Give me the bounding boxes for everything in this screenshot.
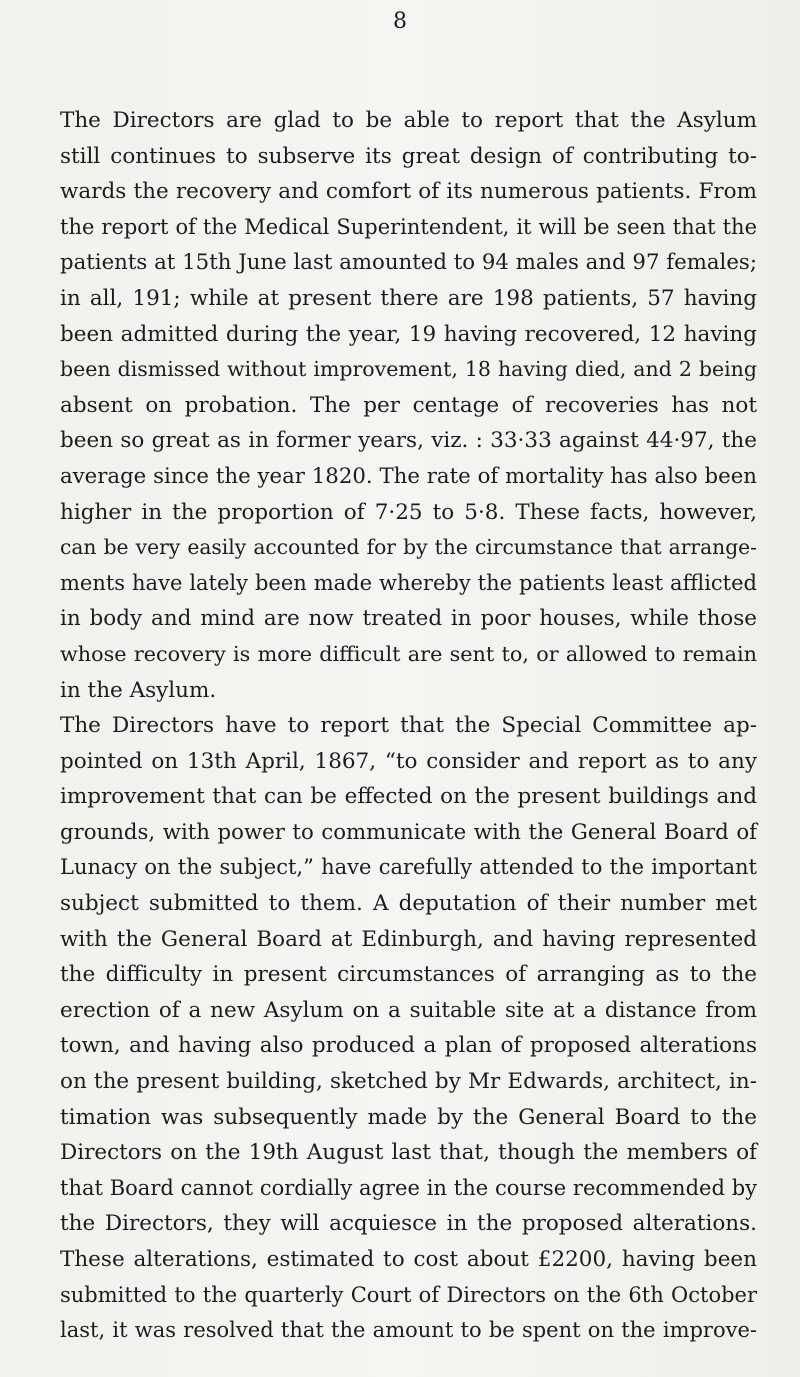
text-line: whose recovery is more difficult are sent to, or allowed to remain [60,641,757,666]
text-line: been so great as in former years, viz. : 33·33 against 44·97, the [60,428,757,454]
text-line: last, it was resolved that the amount to be spent on the improve- [60,1318,757,1343]
text-line: higher in the proportion of 7·25 to 5·8. These facts, however, [60,499,757,525]
body-text [60,103,757,1349]
text-line: wards the recovery and comfort of its numerous patients. From [60,179,757,205]
text-line: with the General Board at Edinburgh, and having represented [60,926,757,952]
text-line: the Directors, they will acquiesce in the proposed alterations. [60,1211,757,1237]
text-line: improvement that can be effected on the present buildings and [60,784,757,810]
page-number: 8 [393,9,407,34]
text-line: the difficulty in present circumstances of arranging as to the [60,962,757,988]
text-line: patients at 15th June last amounted to 94 males and 97 females; [60,250,757,276]
text-line: in body and mind are now treated in poor houses, while those [60,606,757,632]
text-line: pointed on 13th April, 1867, “to consider and report as to any [60,748,757,774]
text-line: that Board cannot cordially agree in the course recommended by [60,1175,757,1200]
text-line: The Directors have to report that the Special Committee ap- [60,713,757,739]
text-line: in all, 191; while at present there are 198 patients, 57 having [60,285,757,311]
text-line: been dismissed without improvement, 18 having died, and 2 being [60,357,757,382]
text-line: timation was subsequently made by the General Board to the [60,1104,757,1130]
text-line: submitted to the quarterly Court of Directors on the 6th October [60,1282,757,1307]
text-line: Lunacy on the subject,” have carefully attended to the important [60,855,757,880]
text-line: absent on probation. The per centage of recoveries has not [60,392,757,418]
text-line: erection of a new Asylum on a suitable site at a distance from [60,997,757,1023]
text-line: ments have lately been made whereby the patients least afflicted [60,570,757,595]
text-line: grounds, with power to communicate with the General Board of [60,819,757,845]
text-line: Directors on the 19th August last that, though the members of [60,1140,757,1166]
text-line: in the Asylum. [60,677,217,703]
text-line: The Directors are glad to be able to report that the Asylum [60,108,757,133]
text-line: These alterations, estimated to cost about £2200, having been [60,1247,757,1272]
text-line: the report of the Medical Superintendent, it will be seen that the [60,214,757,239]
text-line: on the present building, sketched by Mr Edwards, architect, in- [60,1069,757,1095]
text-line: can be very easily accounted for by the circumstance that arrange- [60,535,757,560]
text-line: average since the year 1820. The rate of mortality has also been [60,463,757,489]
text-line: subject submitted to them. A deputation of their number met [60,891,757,917]
text-line: still continues to subserve its great design of contributing to- [60,143,757,169]
text-line: town, and having also produced a plan of proposed alterations [60,1033,757,1059]
text-line: been admitted during the year, 19 having recovered, 12 having [60,321,757,347]
